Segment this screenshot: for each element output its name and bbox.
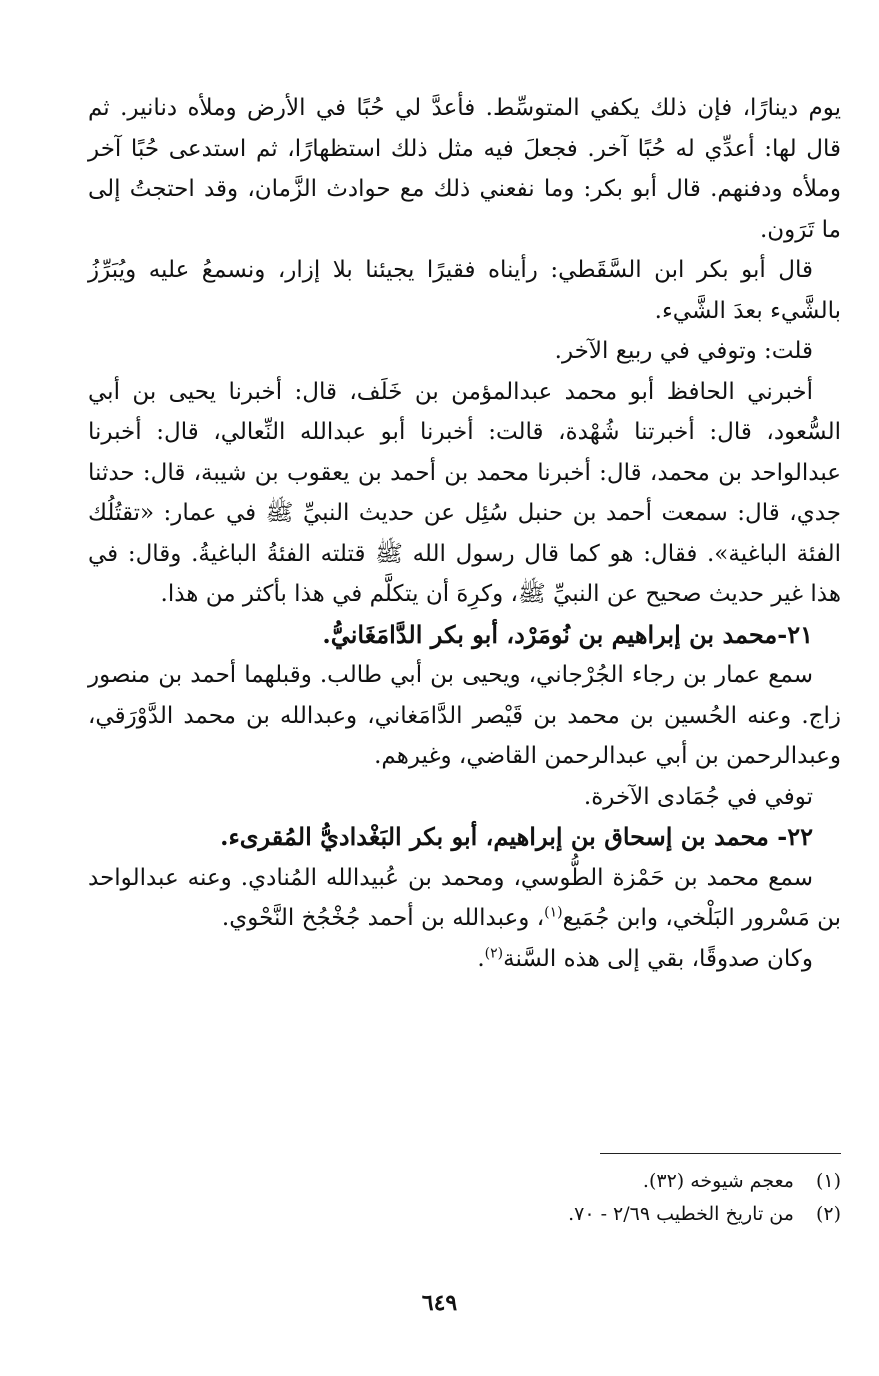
paragraph-1: يوم دينارًا، فإن ذلك يكفي المتوسِّط. فأعدَّ لي حُبًا في الأرض وملأه دنانير. ثم قال لها: أعدِّي له حُبًا آخر. فجعلَ فيه مثل ذلك استظهارًا، ثم استدعى حُبًا آخر وملأه ودفنهم. قال أبو بكر: وما نفعني ذلك مع حوادث الزَّمان، وقد احتجتُ إلى ما تَرَون.: [88, 95, 841, 243]
paragraph-2: قال أبو بكر ابن السَّقَطي: رأيناه فقيرًا يجيئنا بلا إزار، ونسمعُ عليه ويُبَرِّزُ بالشَّيء بعدَ الشَّيء.: [88, 257, 841, 324]
paragraph-7-text-a: سمع محمد بن حَمْزة الطُّوسي، ومحمد بن عُبيدالله المُنادي. وعنه عبدالواحد بن مَسْرور البَلْخي، وابن جُمَيع: [88, 864, 841, 931]
main-text: [88, 88, 841, 979]
footnote-1: [341, 1165, 841, 1198]
entry-heading-21: ٢١-محمد بن إبراهيم بن نُومَرْد، أبو بكر الدَّامَغَانيُّ.: [322, 619, 813, 649]
footnote-2: [341, 1198, 841, 1231]
paragraph-8-text-b: .: [477, 945, 485, 972]
page-number: ٦٤٩: [421, 1290, 458, 1316]
footnote-divider: [600, 1153, 841, 1154]
footnote-number: (٢): [815, 1203, 841, 1225]
paragraph-5: سمع عمار بن رجاء الجُرْجاني، ويحيى بن أبي طالب. وقبلهما أحمد بن منصور زاج. وعنه الحُسين بن محمد بن قَيْصر الدَّامَغاني، وعبدالله بن محمد الدَّوْرَقي، وعبدالرحمن بن أبي عبدالرحمن القاضي، وغيرهم.: [88, 662, 841, 769]
paragraph-8-text-a: وكان صدوقًا، بقي إلى هذه السَّنة: [503, 945, 813, 972]
footnote-text: معجم شيوخه (٣٢).: [642, 1170, 794, 1192]
paragraph-3: قلت: وتوفي في ربيع الآخر.: [554, 338, 813, 364]
footnotes: [341, 1165, 841, 1231]
entry-heading-22: ٢٢- محمد بن إسحاق بن إبراهيم، أبو بكر البَغْداديُّ المُقرىء.: [220, 822, 813, 851]
paragraph-8: [88, 939, 841, 980]
footnote-ref-2: (٢): [484, 944, 504, 961]
footnote-number: (١): [815, 1170, 841, 1192]
paragraph-7: [88, 858, 841, 939]
footnote-text: من تاريخ الخطيب ٢/٦٩ - ٧٠.: [568, 1203, 794, 1225]
footnote-ref-1: (١): [544, 904, 563, 921]
paragraph-6: توفي في جُمَادى الآخرة.: [583, 783, 813, 810]
paragraph-7-text-b: ، وعبدالله بن أحمد جُخْجُخ النَّحْوي.: [221, 905, 545, 931]
paragraph-4: أخبرني الحافظ أبو محمد عبدالمؤمن بن خَلَف، قال: أخبرنا يحيى بن أبي السُّعود، قال: أخبرتنا شُهْدة، قالت: أخبرنا أبو عبدالله النِّعالي، قال: أخبرنا عبدالواحد بن محمد، قال: أخبرنا محمد بن أحمد بن يعقوب بن شيبة، قال: حدثنا جدي، قال: سمعت أحمد بن حنبل سُئِل عن حديث النبيِّ ﷺ في عمار: «تقتُلُك الفئة الباغية». فقال: هو كما قال رسول الله ﷺ قتلته الفئةُ الباغيةُ. وقال: في هذا غير حديث صحيح عن النبيِّ ﷺ، وكرِهَ أن يتكلَّم في هذا بأكثر من هذا.: [88, 378, 841, 607]
